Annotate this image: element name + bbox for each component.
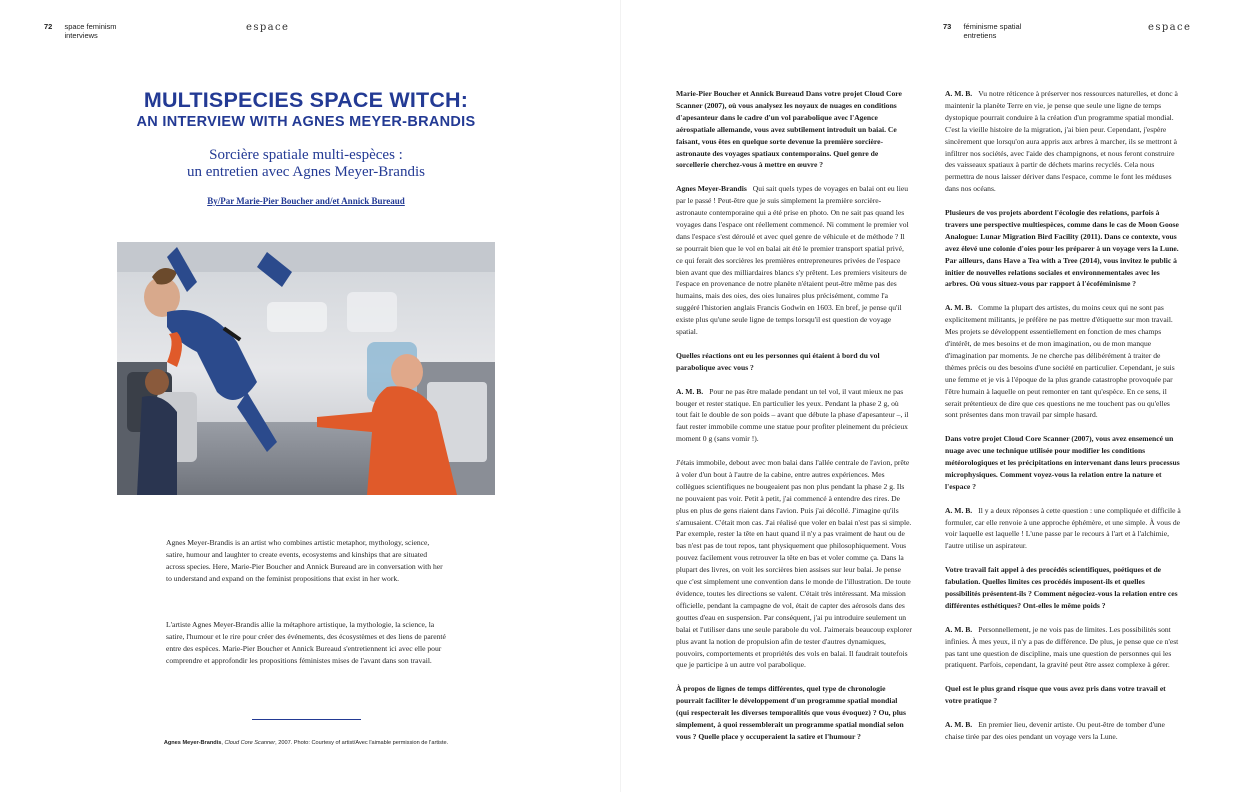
article-title: MULTISPECIES SPACE WITCH: AN INTERVIEW WITH AGNES MEYER-BRANDIS <box>136 88 476 130</box>
left-page-number: 72 <box>44 22 53 31</box>
interview-question: Votre travail fait appel à des procédés scientifiques, poétiques et de fabulation. Quelles limites ces procédés imposent-ils et quelles possibilités présentent-ils ? Comment négociez-vous la relation entre ces différentes esthétiques? Ont-elles le même poids ? <box>945 565 1178 610</box>
photo-caption: Agnes Meyer-Brandis, Cloud Core Scanner, 2007. Photo: Courtesy of artist/Avec l'aimable permission de l'artiste. <box>163 740 449 746</box>
left-section-label: space feminism interviews <box>64 22 117 40</box>
intro-english: Agnes Meyer-Brandis is an artist who combines artistic metaphor, mythology, science, satire, humour and laughter to create events, ecosystems and kinships that are situated across species. Here, Marie-Pier Boucher and Annick Bureaud are in conversation with her to understand and expand on the feminist propositions that exist in her work. <box>166 538 443 583</box>
interview-answer: A. M. B. Comme la plupart des artistes, du moins ceux qui ne sont pas explicitement militants, je préfère ne pas mettre d'étiquette sur mon travail. Mes projets se développent essentiellement en fonction de mes champs d'intérêt, de mes besoins et de mon imagination, ou de mon manque d'imagination par moments. Je ne cherche pas délibérément à traiter de thèmes précis ou des besoins d'une société en particulier. Cependant, je suis une femme et je vis à l'époque de la plus grande catastrophe provoquée par l'être humain à laquelle on peut remonter en tant qu'espèce. En ce sens, il serait prétentieux de dire que ces questions ne me touchent pas ou qu'elles sont présentes dans mon travail par simple hasard. <box>945 303 1175 420</box>
interview-question: Marie-Pier Boucher et Annick Bureaud Dans votre projet Cloud Core Scanner (2007), où vous analysez les noyaux de nuages en conditions d'apesanteur dans le cadre d'un vol parabolique avec l'Agence aérospatiale allemande, vous avez subtilement introduit un baiai. Ce faisant, vous êtes en quelque sorte devenue la première sorcière-astronaute des voyages spatiaux contemporains. Quel genre de sorcellerie cherchez-vous à mettre en œuvre ? <box>676 89 902 170</box>
interview-question: Dans votre projet Cloud Core Scanner (2007), vous avez ensemencé un nuage avec une technique utilisée pour modifier les conditions météorologiques et les précipitations en intervenant dans leurs processus microphysiques. Comment voyez-vous la relation entre la nature et l'espace ? <box>945 434 1180 491</box>
right-section-label: féminisme spatial entretiens <box>963 22 1022 40</box>
right-running-header <box>943 22 1021 40</box>
interview-question: Quel est le plus grand risque que vous avez pris dans votre travail et votre pratique ? <box>945 684 1166 706</box>
interview-answer: A. M. B. Personnellement, je ne vois pas de limites. Les possibilités sont infinies. À mes yeux, il n'y a pas de différence. De plus, je pense que ce n'est pas tant une question de discipline, mais une question de personnes qui les pratiquent. Parfois, cependant, la gravité peut être assez complexe à gérer. <box>945 624 1179 670</box>
right-page-number: 73 <box>943 22 952 31</box>
interview-answer: A. M. B. Vu notre réticence à préserver nos ressources naturelles, et donc à maintenir la planète Terre en vie, je pense que seule une ligne de temps dystopique pourrait conduire à la création d'un programme spatial mondial. C'est la vieille histoire de la migration, j'ai bien peur. Cependant, j'espère sincèrement que lorsqu'on aura appris aux arbres à marcher, ils se mettront à infiltrer nos sociétés, avec l'aide des champignons, et nous feront construire des vaisseaux spatiaux à partir de déchets marins recyclés. Cela nous permettra de nous laisser dériver dans l'espace, comme le font les méduses dans nos océans. <box>945 89 1178 194</box>
interview-column-1 <box>676 88 912 755</box>
zero-gravity-cabin-photo <box>117 242 495 495</box>
right-brand-logo: espace <box>1148 22 1192 33</box>
left-running-header <box>44 22 117 40</box>
interview-answer: A. M. B. Il y a deux réponses à cette question : une compliquée et difficile à formuler, car elle renvoie à une approche éphémère, et une simple. À vous de voir laquelle est laquelle ! L'une passe par le recours à l'art et à l'alchimie, l'autre utilise un aspirateur. <box>945 505 1181 551</box>
article-subtitle: Sorcière spatiale multi-espèces : un entretien avec Agnes Meyer-Brandis <box>187 147 425 180</box>
interview-answer: A. M. B. En premier lieu, devenir artiste. Ou peut-être de tomber d'une chaise tirée par des oies pendant un voyage vers la Lune. <box>945 719 1165 741</box>
interview-answer: J'étais immobile, debout avec mon balai dans l'allée centrale de l'avion, prête à voler d'un bout à l'autre de la cabine, entre autres expériences. Mes collègues scientifiques ne bougeaient pas non plus pendant la phase 2 g. Ils ne pouvaient pas voir. Petit à petit, j'ai commencé à entendre des rires. De plus en plus de gens riaient dans l'avion. Puis j'ai décollé. J'imagine qu'ils s'amusaient. C'était mon cas. J'ai réalisé que voler en balai n'est pas si simple. Par exemple, rester la tête en haut quand il n'y a pas vraiment de haut ou de bas n'est pas de tout repos, tant physiquement que philosophiquement. Vous pouvez facilement vous retrouver la tête en bas et voler comme ça. Dans la plupart des livres, on voit les sorcières bien assises sur leur balai. Je pense que c'est simplement une convention dans le monde de l'illustration. De toute évidence, toutes les directions se valent. C'était très intéressant. Ma mission officielle, pendant la campagne de vol, était de capter des aérosols dans des gouttes d'eau en suspension. Par conséquent, j'ai pu introduire seulement un balai et l'utiliser dans une seule parabole du vol. J'aimerais beaucoup explorer plus avant la notion de propulsion afin de tester d'autres dynamiques, pouvoirs, comportements et propriétés des vols en balai. Il faudrait toutefois que je participe à un autre vol parabolique. <box>676 458 912 670</box>
interview-answer: Agnes Meyer-Brandis Qui sait quels types de voyages en balai ont eu lieu par le passé ! Peut-être que je suis simplement la première sorcière-astronaute contemporaine qui a été prise en photo. On ne sait pas quand les voyages dans l'espace ont réellement commencé. Ni comment le premier vol dans l'espace s'est déroulé et avec quel genre de véhicule et de méthode ? Il se pourrait bien que le vol en balai ait été le premier transport spatial privé, ce qui ferait des sorcières les premières entrepreneures privées de l'espace bien avant que des milliardaires blancs s'y prêtent. Les premiers visiteurs de l'espace en provenance de notre planète n'étaient peut-être même pas des humains, mais des oies, des oies lunaires plus précisément, comme l'a suggéré l'historien anglais Francis Godwin en 1603. En bref, je pense qu'il existe plus qu'une seule ligne de temps lorsqu'il est question de voyage spatial. <box>676 184 909 337</box>
interview-question: Plusieurs de vos projets abordent l'écologie des relations, parfois à travers une perspective multiespèces, comme dans le cas de Moon Goose Analogue: Lunar Migration Bird Facility (2011). Dans ce contexte, vous avez élevé une colonie d'oies pour les préparer à un voyage vers la Lune. Par ailleurs, dans Have a Tea with a Tree (2014), vous invitez le public à initier de nouvelles relations sociales et environnementales avec les arbres. Où vous situez-vous par rapport à l'écoféminisme ? <box>945 208 1179 289</box>
interview-question: Quelles réactions ont eu les personnes qui étaient à bord du vol parabolique avec vous ? <box>676 350 880 372</box>
interview-column-2 <box>945 88 1181 755</box>
left-brand-logo: espace <box>246 22 290 33</box>
caption-divider <box>252 719 361 720</box>
page-gutter <box>620 0 621 792</box>
interview-answer: A. M. B. Pour ne pas être malade pendant un tel vol, il vaut mieux ne pas bouger et rester statique. En particulier les yeux. Pendant la phase 2 g, où tout fait le double de son poids – avant que débute la phase d'apesanteur –, il faut rester immobile comme une statue pour profiter pleinement du précieux moment 0 g (sans vomir !). <box>676 386 909 444</box>
intro-french: L'artiste Agnes Meyer-Brandis allie la métaphore artistique, la mythologie, la science, la satire, l'humour et le rire pour créer des événements, des écosystèmes et des liens de parenté entre des espèces. Marie-Pier Boucher et Annick Bureaud s'entretiennent ici avec elle pour comprendre et approfondir les propositions féministes mises de l'avant dans son travail. <box>166 620 446 665</box>
interview-question: À propos de lignes de temps différentes, quel type de chronologie pourrait faciliter le développement d'un programme spatial mondial (qui respecterait les diverses temporalités que vous évoquez) ? Ou, plus simplement, à quoi ressemblerait un programme spatial mondial selon vous ? Quelle place y occuperaient la satire et l'humour ? <box>676 684 906 741</box>
byline: By/Par Marie-Pier Boucher and/et Annick Bureaud <box>207 196 405 206</box>
article-photo <box>117 242 495 495</box>
